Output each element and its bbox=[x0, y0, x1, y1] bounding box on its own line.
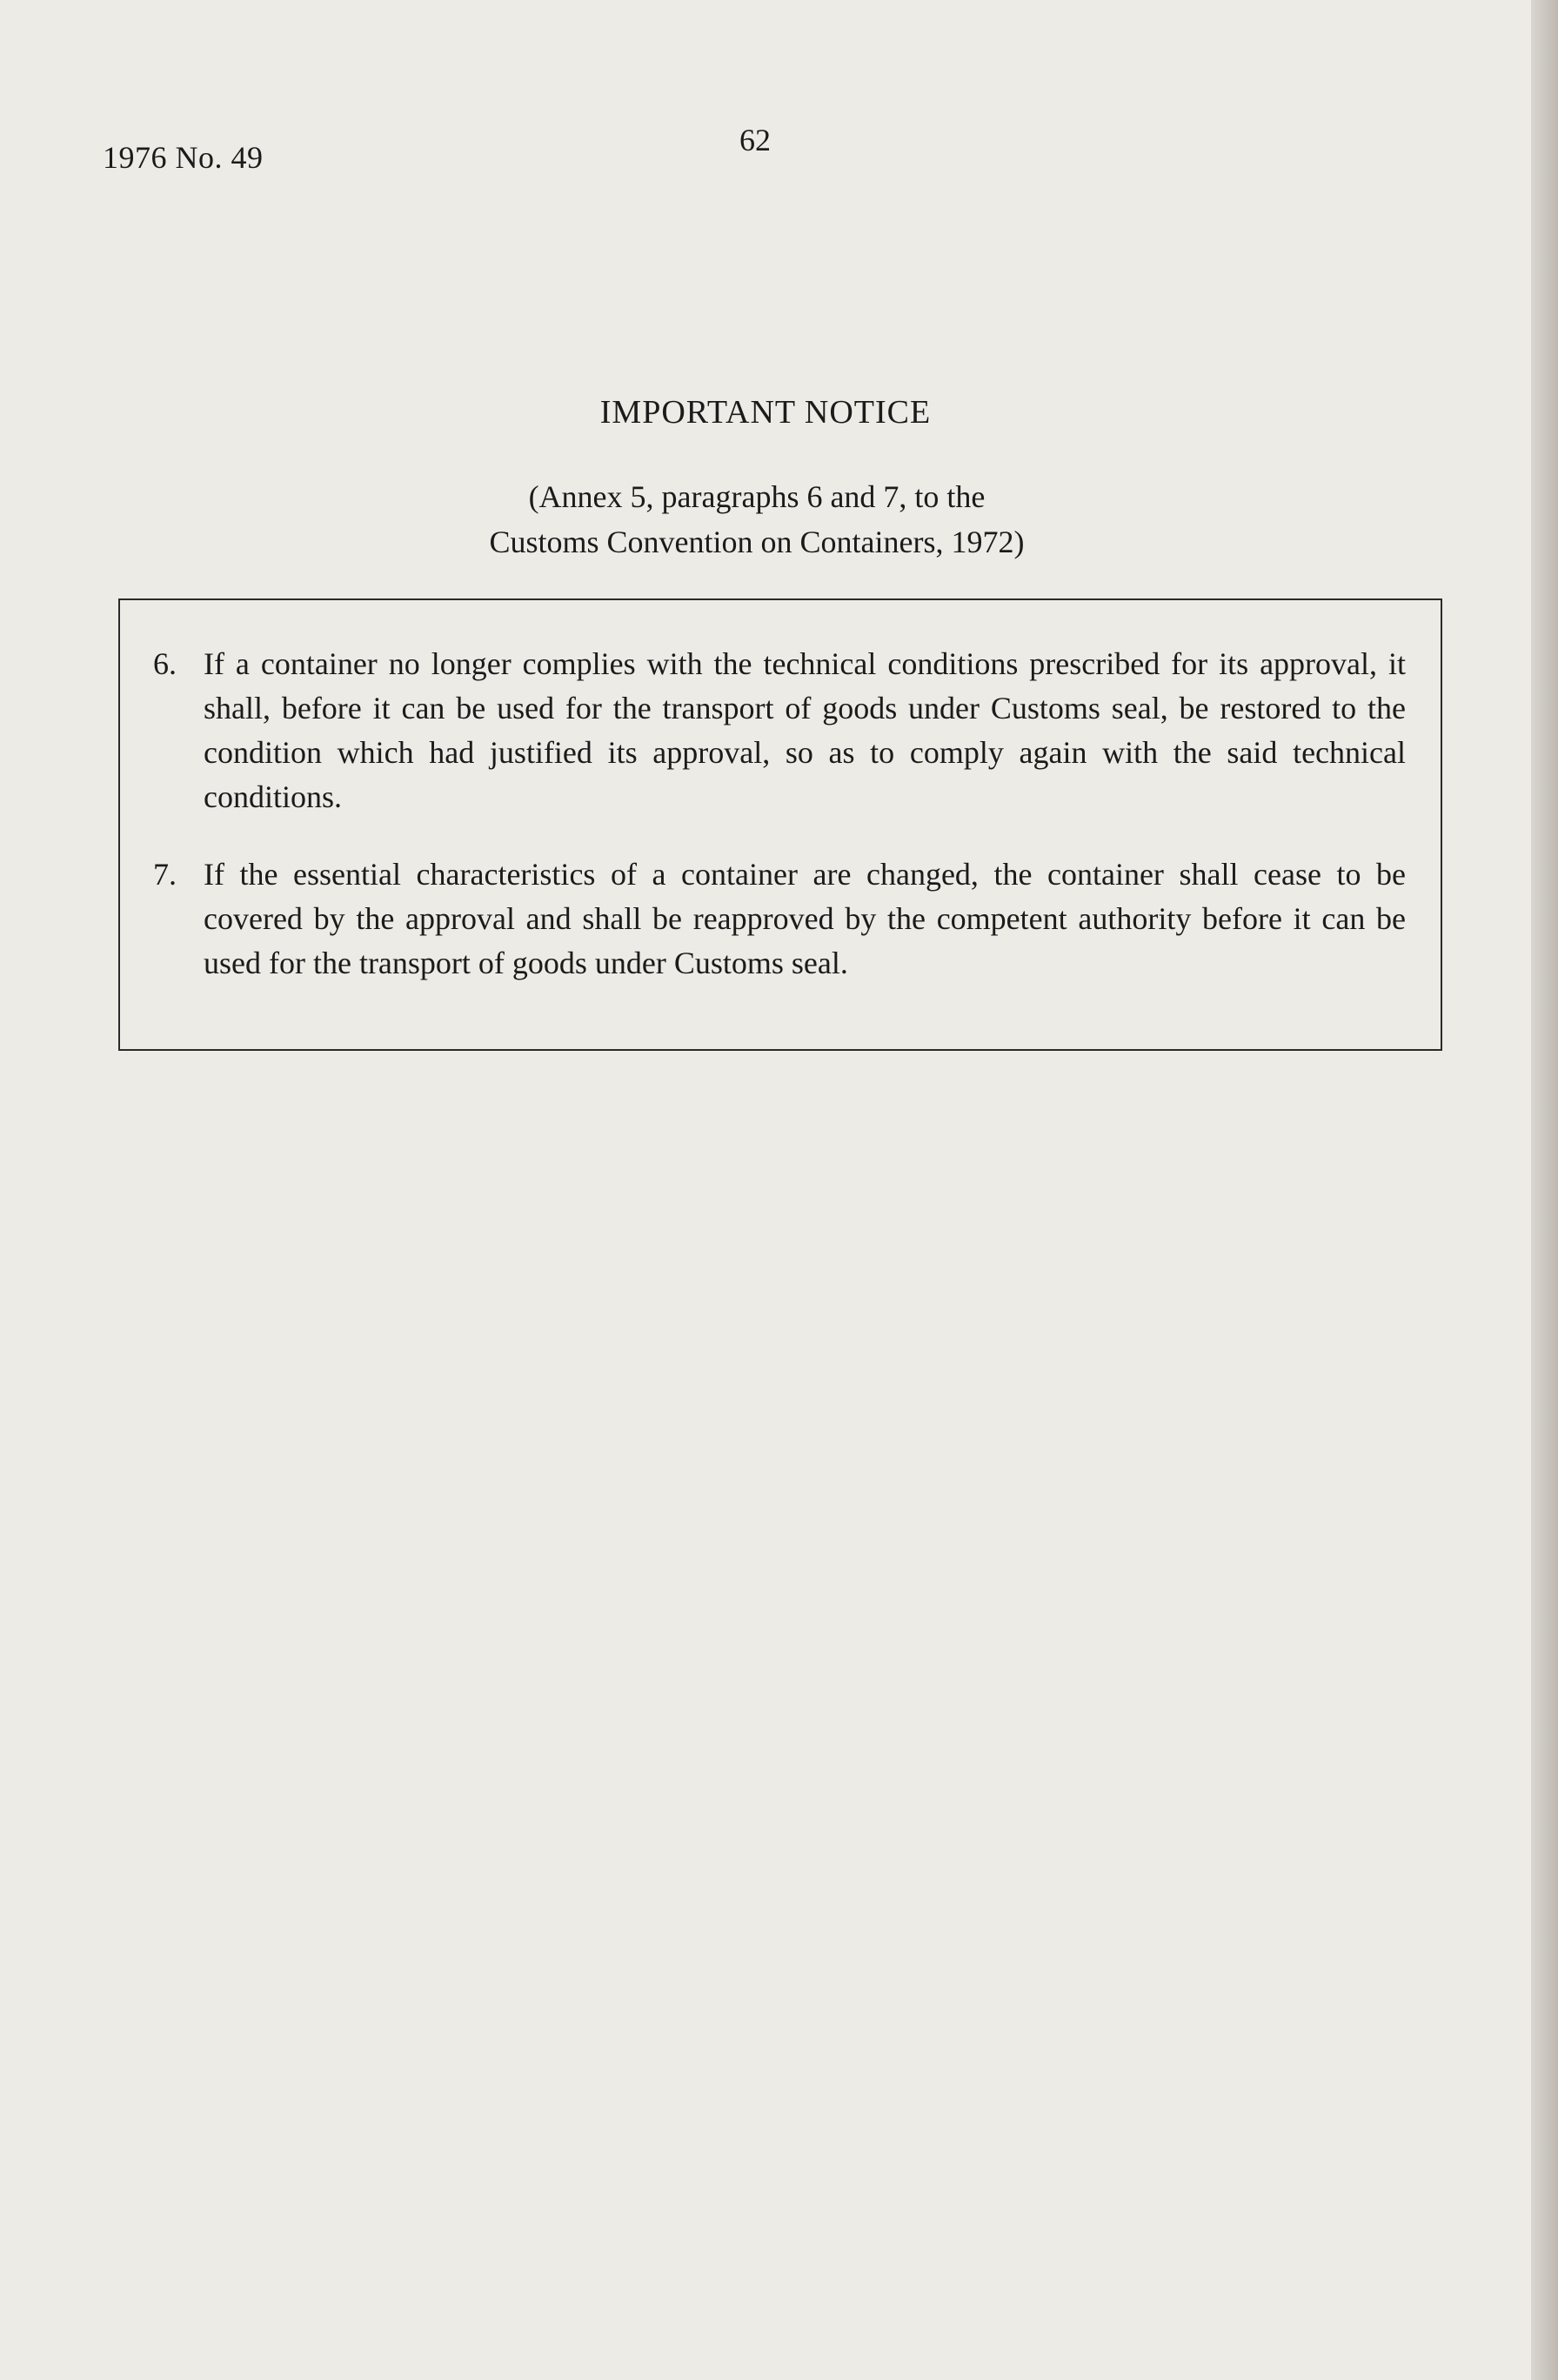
paragraph-text: If a container no longer complies with the technical conditions prescribed for its approval, it shall, before it can be used for the transport of goods under Customs seal, be restored to the condition which had justified its approval, so as to comply again with the said technical conditions. bbox=[204, 646, 1406, 814]
paragraph-number: 6. bbox=[153, 646, 177, 681]
notice-subtitle bbox=[0, 474, 1531, 565]
notice-subtitle-line-1: (Annex 5, paragraphs 6 and 7, to the bbox=[528, 479, 986, 514]
page-number: 62 bbox=[739, 123, 771, 157]
notice-title: IMPORTANT NOTICE bbox=[599, 394, 932, 431]
paragraph-7 bbox=[153, 852, 1406, 986]
paragraph-number: 7. bbox=[153, 857, 177, 892]
paragraph-6 bbox=[153, 642, 1406, 819]
page-edge-shadow bbox=[1531, 0, 1558, 2380]
notice-box bbox=[118, 598, 1442, 1051]
paragraph-text: If the essential characteristics of a container are changed, the container shall cease to be covered by the approval and shall be reapproved by the competent authority before it can be used for the transport of goods under Customs seal. bbox=[204, 857, 1406, 980]
page-header-reference: 1976 No. 49 bbox=[103, 140, 264, 175]
notice-subtitle-line-2: Customs Convention on Containers, 1972) bbox=[489, 525, 1025, 559]
